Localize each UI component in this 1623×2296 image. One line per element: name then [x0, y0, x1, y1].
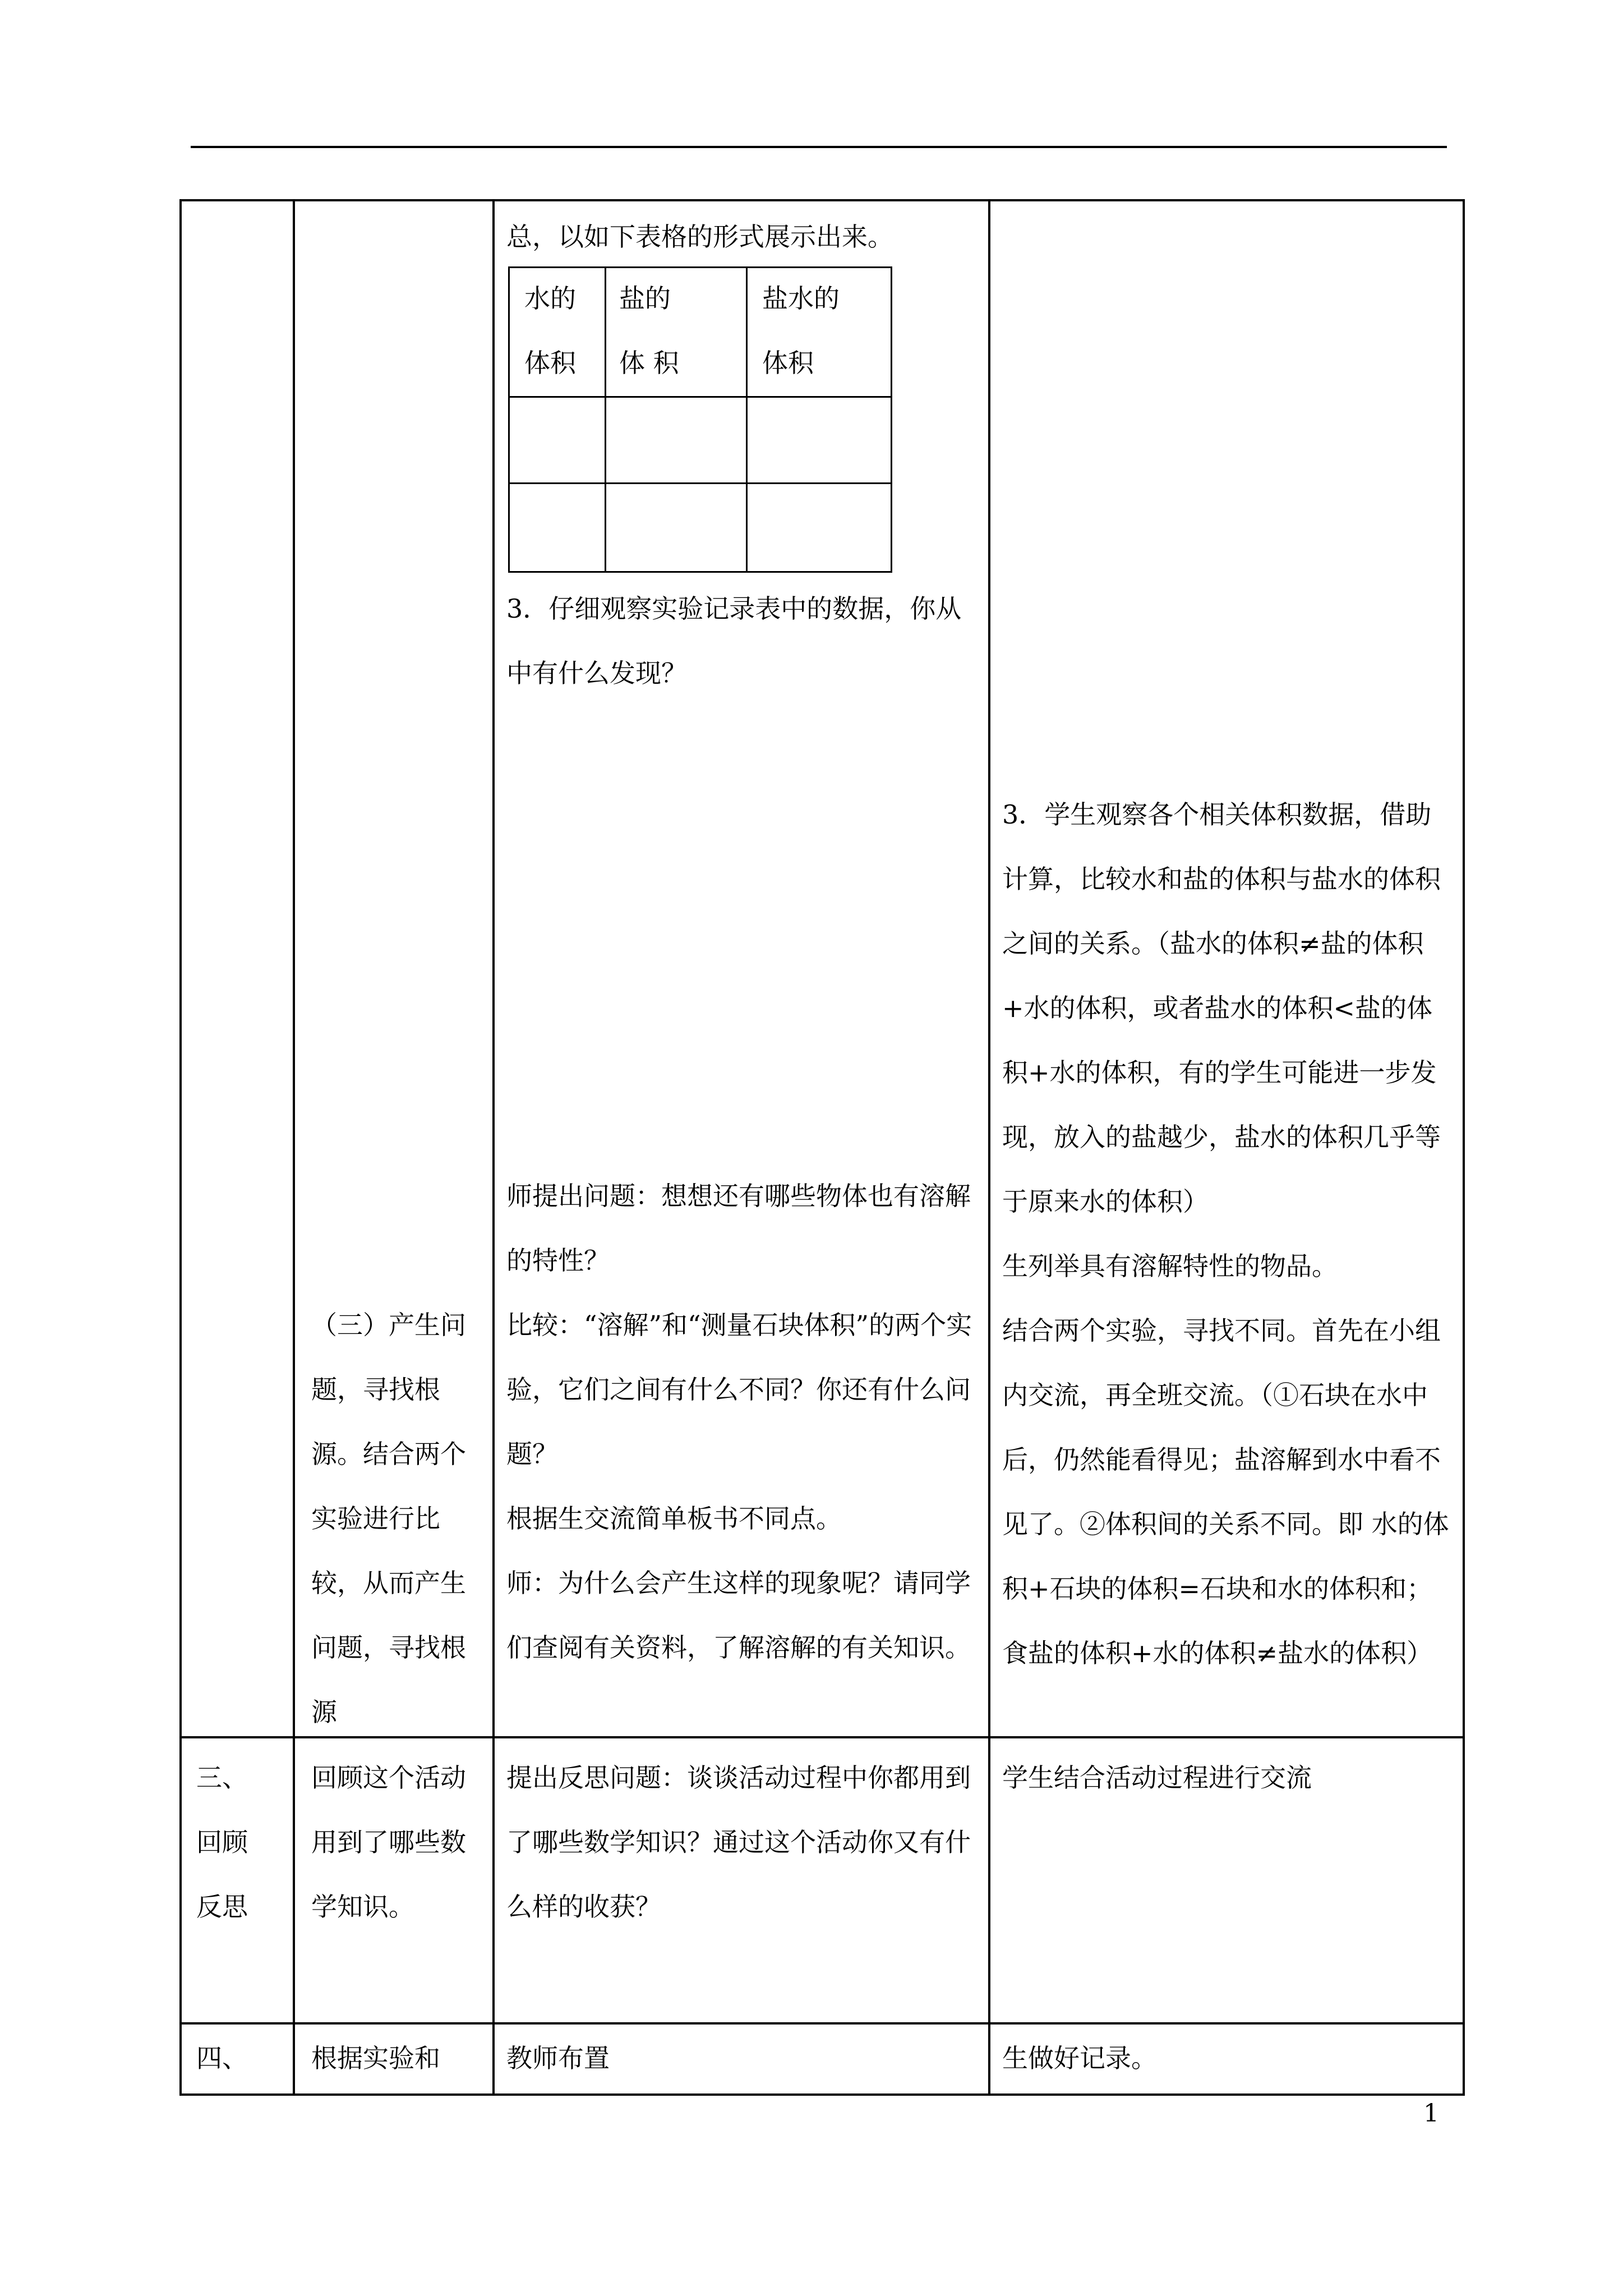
section3-col3-text: 提出反思问题：谈谈活动过程中你都用到了哪些数学知识？通过这个活动你又有什么样的收获？ — [506, 1763, 971, 1922]
col-line-2 — [492, 199, 495, 2096]
page-number: 1 — [1423, 2099, 1439, 2128]
col-line-4 — [1463, 199, 1465, 2096]
row-divider-2 — [179, 2022, 1465, 2024]
col-line-1 — [293, 199, 295, 2096]
col-line-0 — [179, 199, 182, 2096]
section2-col3-teacher-text: 师提出问题：想想还有哪些物体也有溶解的特性？ 比较：“溶解”和“测量石块体积”的两个实验，它们之间有什么不同？你还有什么问题？ 根据生交流简单板书不同点。 师：为什么会产生这样的现象呢？请同学们查阅有关资料，了解溶解的有关知识。 — [506, 1181, 972, 1663]
inner-table-line — [508, 482, 892, 484]
section3-label: 三、 回顾 反思 — [196, 1763, 248, 1922]
col-line-3 — [988, 199, 990, 2096]
section2-col2-text: （三）产生问题，寻找根源。结合两个实验进行比较，从而产生问题，寻找根源 — [311, 1310, 466, 1727]
section4-label: 四、 — [196, 2043, 248, 2073]
inner-table-line — [605, 266, 606, 573]
inner-table-line — [508, 396, 892, 398]
table-top-border — [179, 199, 1465, 201]
header-rule — [191, 146, 1447, 148]
section4-col4-text: 生做好记录。 — [1002, 2043, 1157, 2073]
table-bottom-border — [179, 2093, 1465, 2096]
inner-header-saltwater-volume: 盐水的 体积 — [762, 283, 840, 378]
inner-table-line — [746, 266, 748, 573]
inner-table-line — [508, 571, 892, 573]
section2-col3-intro: 总，以如下表格的形式展示出来。 — [506, 222, 893, 252]
inner-table-line — [891, 266, 892, 573]
section2-col3-question3: 3．仔细观察实验记录表中的数据，你从中有什么发现？ — [506, 593, 962, 688]
inner-header-water-volume: 水的 体积 — [524, 283, 576, 378]
inner-header-salt-volume: 盐的 体 积 — [619, 283, 679, 378]
inner-table-line — [508, 266, 510, 573]
section3-col2-text: 回顾这个活动用到了哪些数学知识。 — [311, 1763, 466, 1922]
section2-col4-student-text: 3．学生观察各个相关体积数据，借助计算，比较水和盐的体积与盐水的体积之间的关系。（盐水的体积≠盐的体积+水的体积，或者盐水的体积<盐的体积+水的体积，有的学生可能进一步发现，放入的盐越少，盐水的体积几乎等于原来水的体积） 生列举具有溶解特性的物品。 结合两个实验，寻找不同。首先在小组内交流，再全班交流。（①石块在水中后，仍然能看得见；盐溶解到水中看不见了。②体积间的关系不同。即 水的体积+石块的体积=石块和水的体积和；食盐的体积+水的体积≠盐水的体积） — [1002, 799, 1449, 1668]
section3-col4-text: 学生结合活动过程进行交流 — [1002, 1763, 1312, 1793]
section4-col3-text: 教师布置 — [506, 2043, 610, 2073]
section4-col2-text: 根据实验和 — [311, 2043, 440, 2073]
